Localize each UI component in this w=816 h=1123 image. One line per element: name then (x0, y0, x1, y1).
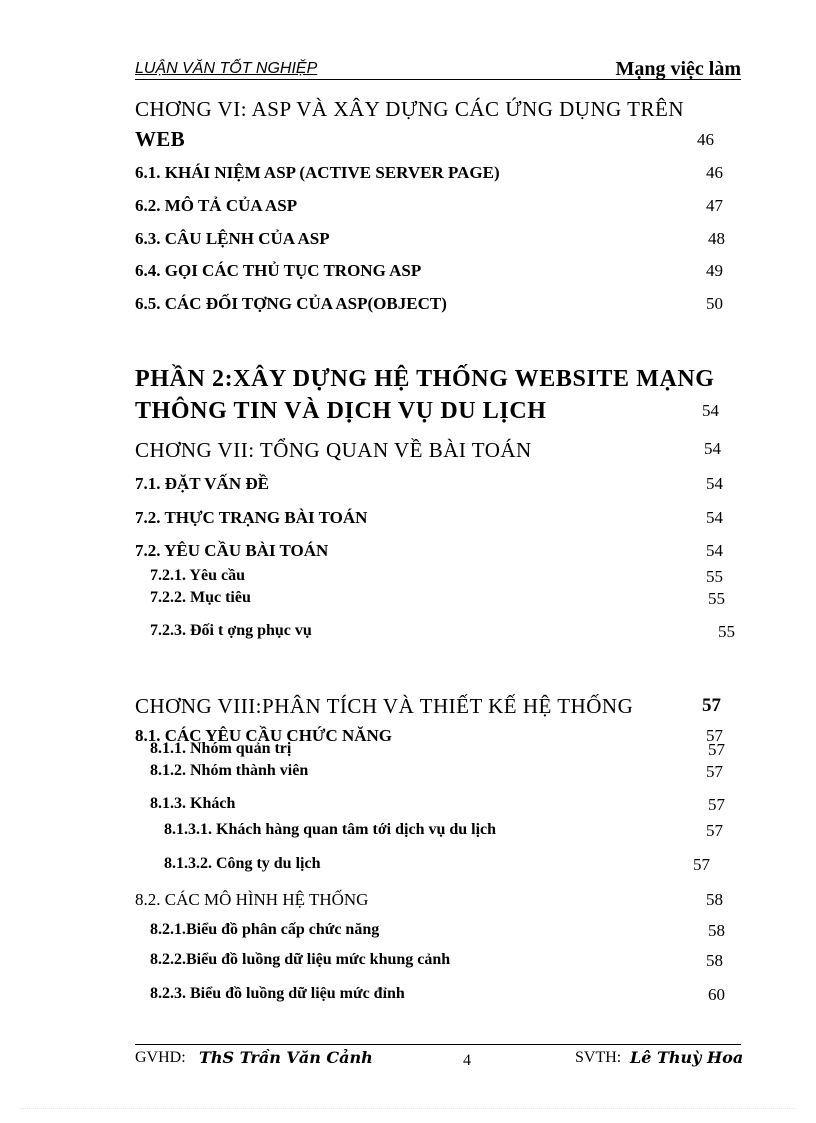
footer-rule (135, 1044, 741, 1045)
page-bottom-dotted-border (20, 1108, 796, 1109)
toc-page-number: 55 (706, 567, 723, 586)
toc-entry-8-2-2: 8.2.2.Biểu đồ luồng dữ liệu mức khung cảnh (150, 951, 451, 968)
toc-page-number: 48 (708, 229, 725, 248)
toc-entry-7-2-1: 7.2.1. Yêu cầu (150, 567, 245, 584)
toc-page-number: 57 (708, 795, 725, 814)
toc-chapter-6-line2: WEB (135, 127, 185, 151)
footer-advisor-label: GVHD: (135, 1049, 186, 1066)
toc-page-number: 54 (706, 508, 723, 527)
toc-page-number: 47 (706, 196, 723, 215)
toc-page-number: 57 (693, 855, 710, 874)
header-topic: Mạng việc làm (615, 58, 741, 80)
toc-chapter-6-line1: CHƠNG VI: ASP VÀ XÂY DỰNG CÁC ỨNG DỤNG TRÊN (135, 97, 684, 121)
footer-page-number: 4 (463, 1052, 471, 1069)
toc-entry-8-2: 8.2. CÁC MÔ HÌNH HỆ THỐNG (135, 890, 369, 909)
toc-page-number: 57 (702, 695, 721, 716)
toc-entry-6-5: 6.5. CÁC ĐỐI TỢNG CỦA ASP(OBJECT) (135, 294, 447, 313)
toc-chapter-7: CHƠNG VII: TỔNG QUAN VỀ BÀI TOÁN (135, 438, 532, 462)
toc-page-number: 50 (706, 294, 723, 313)
toc-entry-8-1-3: 8.1.3. Khách (150, 795, 236, 812)
toc-entry-8-2-1: 8.2.1.Biểu đồ phân cấp chức năng (150, 921, 380, 938)
toc-entry-7-1: 7.1. ĐẶT VẤN ĐỀ (135, 474, 269, 493)
toc-entry-8-1-3-2: 8.1.3.2. Công ty du lịch (164, 855, 321, 872)
toc-entry-7-2b: 7.2. YÊU CẦU BÀI TOÁN (135, 541, 329, 560)
toc-page-number: 57 (706, 726, 723, 745)
toc-entry-7-2-2: 7.2.2. Mục tiêu (150, 589, 251, 606)
toc-page-number: 57 (706, 821, 723, 840)
toc-entry-6-1: 6.1. KHÁI NIỆM ASP (ACTIVE SERVER PAGE) (135, 163, 500, 182)
toc-page-number: 57 (708, 740, 725, 759)
header-thesis-title: LUẬN VĂN TỐT NGHIỆP (135, 60, 318, 77)
footer-student-label: SVTH: (575, 1049, 622, 1066)
toc-page-number: 54 (706, 474, 723, 493)
toc-entry-8-2-3: 8.2.3. Biểu đồ luồng dữ liệu mức đỉnh (150, 985, 405, 1002)
toc-chapter-8: CHƠNG VIII:PHÂN TÍCH VÀ THIẾT KẾ HỆ THỐNG (135, 694, 634, 718)
toc-page-number: 58 (706, 890, 723, 909)
toc-entry-6-4: 6.4. GỌI CÁC THỦ TỤC TRONG ASP (135, 261, 422, 280)
toc-page-number: 46 (697, 130, 714, 149)
toc-entry-8-1-3-1: 8.1.3.1. Khách hàng quan tâm tới dịch vụ du lịch (164, 821, 497, 838)
toc-entry-6-3: 6.3. CÂU LỆNH CỦA ASP (135, 229, 330, 248)
toc-page-number: 54 (706, 541, 723, 560)
toc-entry-8-1-1: 8.1.1. Nhóm quản trị (150, 740, 292, 757)
toc-page-number: 49 (706, 261, 723, 280)
toc-page-number: 55 (718, 622, 735, 641)
toc-page-number: 58 (706, 951, 723, 970)
toc-page-number: 55 (708, 589, 725, 608)
header-rule (135, 79, 741, 80)
toc-part-2-line2: THÔNG TIN VÀ DỊCH VỤ DU LỊCH (135, 398, 547, 424)
toc-entry-6-2: 6.2. MÔ TẢ CỦA ASP (135, 196, 298, 215)
toc-page-number: 54 (704, 439, 721, 458)
toc-entry-7-2-3: 7.2.3. Đối t ợng phục vụ (150, 622, 312, 639)
footer-advisor-name: ThS Trần Văn Cảnh (199, 1048, 373, 1067)
toc-entry-8-1: 8.1. CÁC YÊU CẦU CHỨC NĂNG (135, 726, 393, 745)
footer-student-name: Lê Thuỳ Hoa (630, 1048, 744, 1067)
toc-page-number: 60 (708, 985, 725, 1004)
toc-entry-7-2a: 7.2. THỰC TRẠNG BÀI TOÁN (135, 508, 368, 527)
toc-entry-8-1-2: 8.1.2. Nhóm thành viên (150, 762, 309, 779)
toc-part-2-line1: PHẦN 2:XÂY DỰNG HỆ THỐNG WEBSITE MẠNG (135, 366, 715, 392)
toc-page-number: 46 (706, 163, 723, 182)
toc-page-number: 58 (708, 921, 725, 940)
toc-page-number: 57 (706, 762, 723, 781)
toc-page-number: 54 (702, 401, 719, 420)
